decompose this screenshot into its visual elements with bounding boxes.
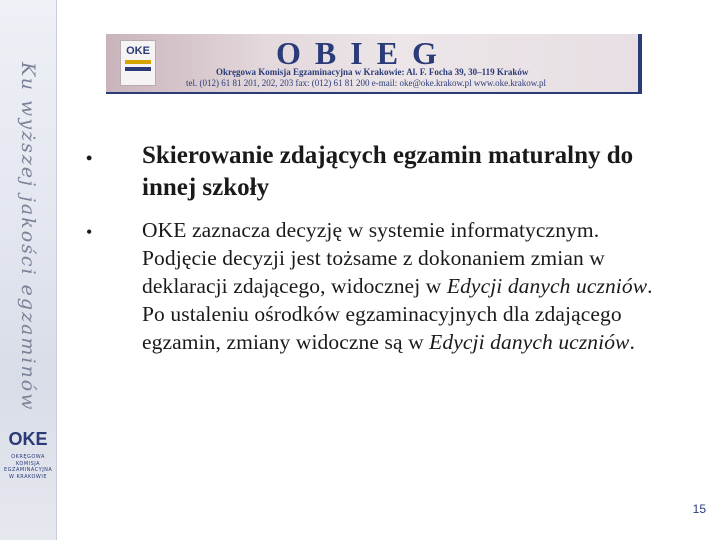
body-italic-1: Edycji danych uczniów — [446, 274, 648, 298]
body-text-3: . — [629, 330, 635, 354]
bullet-heading — [86, 140, 666, 204]
body-text-1: OKE zaznacza decyzję w systemie informatycznym. Podjęcie decyzji jest tożsame z dokonaniem zmian w deklaracji zdającego, widocznej w — [142, 218, 605, 298]
oke-logo-mark: OKE — [8, 429, 48, 449]
heading-text: Skierowanie zdających egzamin maturalny do innej szkoły — [142, 142, 634, 201]
banner-contact: tel. (012) 61 81 201, 202, 203 fax: (012) 61 81 200 e-mail: oke@oke.krakow.pl www.oke.krakow.pl — [186, 78, 546, 88]
oke-logo-subtitle: OKRĘGOWA KOMISJA EGZAMINACYJNA W KRAKOWIE — [4, 454, 53, 480]
logo-stripe-navy — [125, 67, 151, 71]
motto-text: Ku wyższej jakości egzaminów — [17, 62, 39, 412]
bullet-dot: • — [86, 222, 93, 242]
banner-logo-mark: OKE — [126, 45, 150, 57]
bullet-body — [86, 216, 666, 356]
left-sidebar — [0, 0, 57, 540]
bullet-list — [86, 140, 666, 356]
banner-logo — [120, 40, 156, 86]
sidebar-motto — [10, 62, 46, 412]
banner-title: OBIEG — [276, 35, 451, 71]
body-text-2: . Po ustaleniu ośrodków egzaminacyjnych dla zdającego egzamin, zmiany widoczne są w — [142, 274, 653, 354]
oke-logo — [4, 428, 52, 496]
logo-stripe-gold — [125, 60, 151, 64]
obieg-banner — [106, 34, 642, 94]
bullet-dot: • — [86, 148, 93, 168]
page-number: 15 — [692, 502, 706, 516]
banner-address: Okręgowa Komisja Egzaminacyjna w Krakowie: Al. F. Focha 39, 30–119 Kraków — [216, 67, 529, 77]
body-italic-2: Edycji danych uczniów — [429, 330, 630, 354]
